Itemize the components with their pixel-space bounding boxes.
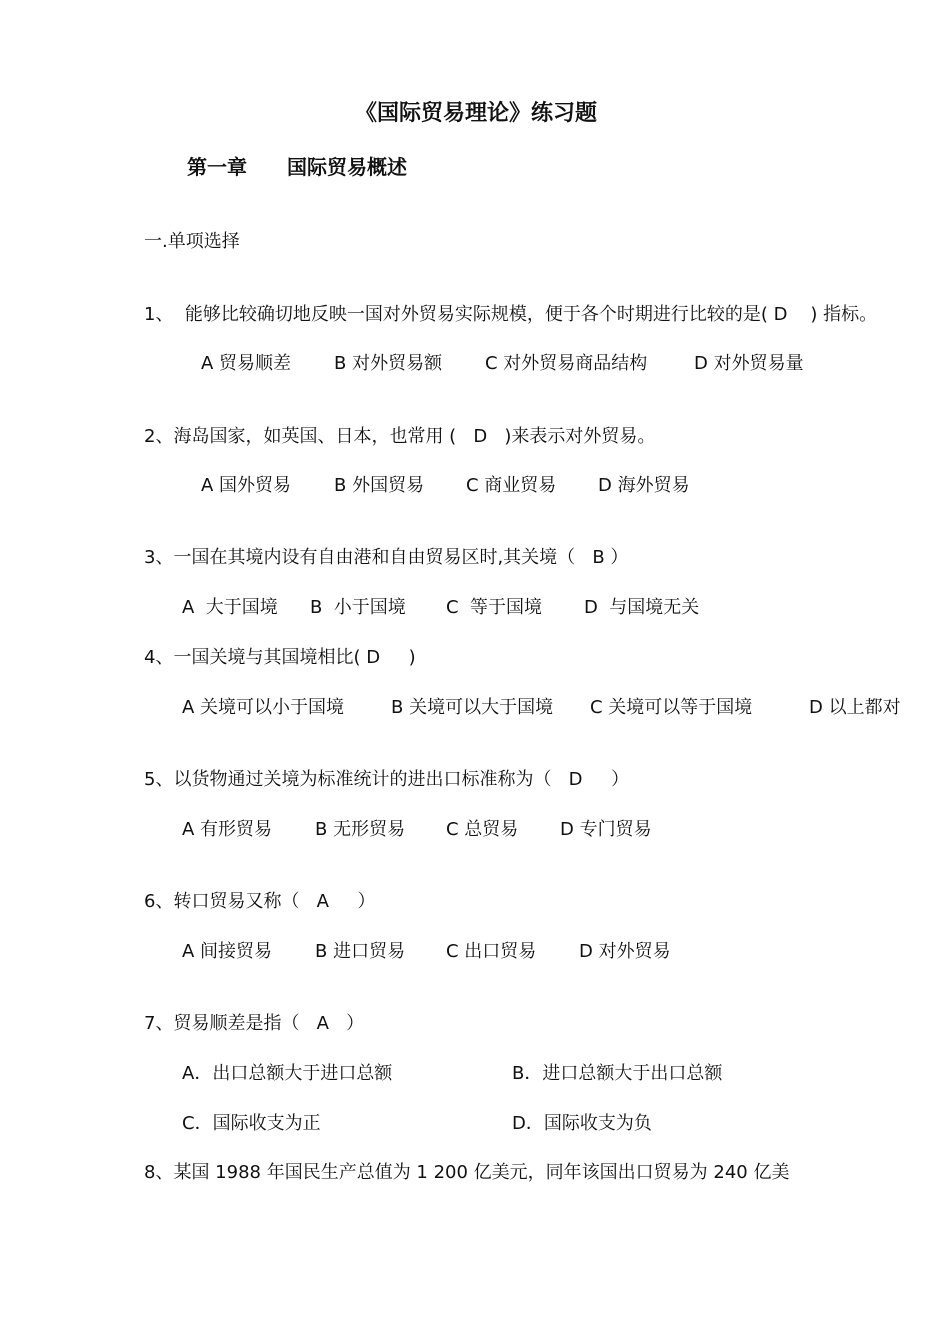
option: B 小于国境 xyxy=(310,597,406,618)
option: C．国际收支为正 xyxy=(182,1113,321,1134)
option: C 对外贸易商品结构 xyxy=(485,353,648,374)
option: C 等于国境 xyxy=(446,597,543,618)
option: A 国外贸易 xyxy=(201,475,292,496)
section-heading: 一.单项选择 xyxy=(144,231,240,252)
option: A 关境可以小于国境 xyxy=(182,697,345,718)
option: D 以上都对 xyxy=(809,697,901,718)
question-2: 2、海岛国家，如英国、日本，也常用 ( D )来表示对外贸易。 xyxy=(144,426,656,447)
option: B 无形贸易 xyxy=(315,819,406,840)
option: D 与国境无关 xyxy=(584,597,700,618)
option: C 出口贸易 xyxy=(446,941,537,962)
option: B 对外贸易额 xyxy=(334,353,443,374)
option: A．出口总额大于进口总额 xyxy=(182,1063,393,1084)
option: B 外国贸易 xyxy=(334,475,425,496)
question-3: 3、一国在其境内设有自由港和自由贸易区时,其关境（ B ） xyxy=(144,547,629,568)
option: D 对外贸易 xyxy=(579,941,671,962)
option: B 进口贸易 xyxy=(315,941,406,962)
question-8: 8、某国 1988 年国民生产总值为 1 200 亿美元，同年该国出口贸易为 240 亿美 xyxy=(144,1162,790,1183)
option: D 对外贸易量 xyxy=(694,353,804,374)
option: D．国际收支为负 xyxy=(512,1113,652,1134)
option: A 大于国境 xyxy=(182,597,278,618)
options-row-6 xyxy=(0,940,950,1060)
option: D 海外贸易 xyxy=(598,475,690,496)
option: C 商业贸易 xyxy=(466,475,557,496)
question-6: 6、转口贸易又称（ A ） xyxy=(144,891,376,912)
question-5: 5、以货物通过关境为标准统计的进出口标准称为（ D ） xyxy=(144,769,630,790)
question-7: 7、贸易顺差是指（ A ） xyxy=(144,1013,365,1034)
option: A 贸易顺差 xyxy=(201,353,292,374)
options-row-1 xyxy=(0,352,950,472)
options-row-5 xyxy=(0,818,950,938)
document-title: 《国际贸易理论》练习题 xyxy=(355,101,598,126)
option: B．进口总额大于出口总额 xyxy=(512,1063,723,1084)
question-1: 1、 能够比较确切地反映一国对外贸易实际规模，便于各个时期进行比较的是( D ) 指标。 xyxy=(144,304,878,325)
chapter-name: 国际贸易概述 xyxy=(287,155,407,179)
question-4: 4、一国关境与其国境相比( D ) xyxy=(144,647,416,668)
options-row-2 xyxy=(0,474,950,594)
chapter-number: 第一章 xyxy=(187,155,247,179)
options-row-4 xyxy=(0,696,950,816)
option: D 专门贸易 xyxy=(560,819,652,840)
option: C 关境可以等于国境 xyxy=(590,697,753,718)
option: B 关境可以大于国境 xyxy=(391,697,554,718)
chapter-heading xyxy=(0,154,950,180)
option: A 间接贸易 xyxy=(182,941,273,962)
option: C 总贸易 xyxy=(446,819,519,840)
option: A 有形贸易 xyxy=(182,819,273,840)
